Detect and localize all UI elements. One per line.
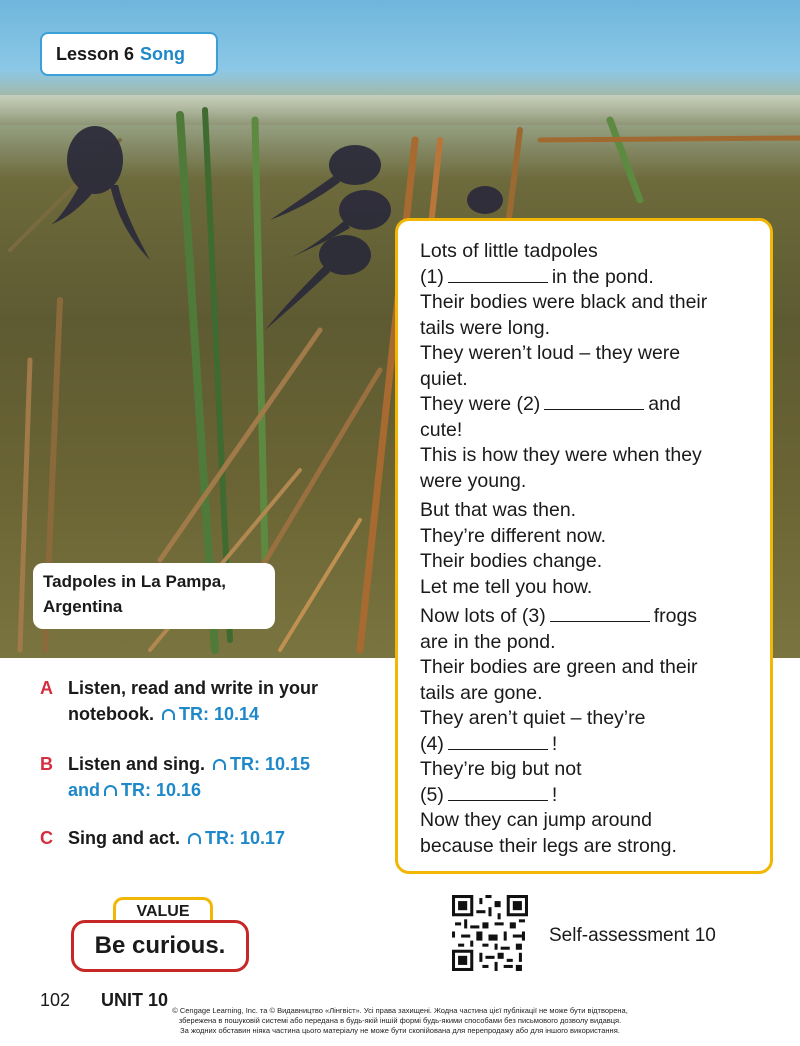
audio-track-link[interactable]: TR: 10.17: [205, 828, 286, 848]
answer-blank: [448, 265, 548, 283]
activity-text: notebook.: [68, 704, 154, 724]
blank-number: (5): [420, 783, 444, 806]
blank-number: (1): [420, 265, 444, 288]
headphones-icon: [104, 785, 117, 796]
activity-text: Listen, read and write in your: [68, 678, 319, 698]
lyric-line: were young.: [420, 469, 527, 492]
lyric-line: are in the pond.: [420, 630, 556, 653]
self-assessment-label: Self-assessment 10: [549, 925, 716, 946]
lyric-line: Let me tell you how.: [420, 575, 593, 598]
value-badge: Be curious.: [71, 920, 249, 972]
lyric-line: This is how they were when they: [420, 444, 702, 466]
lyric-text: frogs: [653, 605, 698, 627]
copyright-line: © Cengage Learning, Inc. та © Видавництво «Лінгвіст». Усі права захищені. Жодна частина цієї публікації не може бути відтворена,: [172, 1006, 628, 1015]
copyright-line: збережена в пошуковій системі або передана в будь-якій іншій формі будь-якими способами без письмового дозволу видавця.: [178, 1016, 622, 1025]
lyric-line: They weren’t loud – they were: [420, 342, 681, 364]
lyric-line: tails are gone.: [420, 681, 543, 704]
lyric-text: !: [551, 732, 558, 755]
and-text: and: [68, 780, 101, 800]
headphones-icon: [162, 709, 175, 720]
activity-b: [40, 751, 310, 803]
lyric-line: Their bodies change.: [420, 550, 603, 572]
caption-line-2: Argentina: [43, 597, 123, 616]
lyric-line: tails were long.: [420, 316, 551, 339]
headphones-icon: [188, 833, 201, 844]
lyric-line: because their legs are strong.: [420, 834, 677, 857]
headphones-icon: [213, 759, 226, 770]
answer-blank: [448, 732, 548, 750]
activity-a: [40, 675, 318, 727]
activity-letter: A: [40, 678, 53, 698]
lyric-text: They were (2): [420, 393, 541, 415]
lyric-line: [420, 265, 770, 291]
lyric-line: Now they can jump around: [420, 809, 652, 831]
lyric-line: They aren’t quiet – they’re: [420, 707, 646, 729]
lyric-line: [420, 783, 770, 809]
photo-caption: [33, 563, 275, 629]
answer-blank: [550, 604, 650, 622]
lesson-type: Song: [140, 44, 186, 64]
lyric-text: in the pond.: [551, 265, 654, 288]
lyric-text: Now lots of (3): [420, 605, 546, 627]
lyric-line: [420, 732, 770, 758]
qr-code-icon[interactable]: [452, 895, 528, 971]
lyric-line: quiet.: [420, 367, 468, 390]
song-lyrics-box: [395, 218, 773, 874]
activity-text: Sing and act.: [68, 828, 181, 848]
activity-letter: C: [40, 828, 53, 848]
lesson-header: [40, 32, 218, 76]
lyric-line: Their bodies were black and their: [420, 291, 708, 313]
lyric-line: [420, 604, 770, 630]
lyric-line: They’re different now.: [420, 524, 607, 547]
answer-blank: [448, 783, 548, 801]
page-number: 102: [40, 990, 71, 1010]
copyright-notice: [130, 1006, 670, 1036]
lesson-number: Lesson 6: [56, 44, 135, 64]
lyric-line: But that was then.: [420, 499, 577, 521]
activity-text: Listen and sing.: [68, 754, 206, 774]
lyric-text: !: [551, 783, 558, 806]
lyric-line: cute!: [420, 418, 463, 441]
unit-label: UNIT 10: [101, 990, 169, 1010]
lyric-line: Their bodies are green and their: [420, 656, 698, 678]
activity-letter: B: [40, 754, 53, 774]
audio-track-link[interactable]: TR: 10.16: [121, 780, 202, 800]
lyric-line: [420, 392, 770, 418]
caption-line-1: Tadpoles in La Pampa,: [43, 572, 226, 591]
audio-track-link[interactable]: TR: 10.14: [179, 704, 260, 724]
lyric-line: They’re big but not: [420, 758, 582, 780]
answer-blank: [544, 392, 644, 410]
copyright-line: За жодних обставин ніяка частина цього матеріалу не може бути скопійована для перепродажу або для іншого використання.: [180, 1026, 620, 1035]
audio-track-link[interactable]: TR: 10.15: [230, 754, 311, 774]
lyric-line: Lots of little tadpoles: [420, 240, 598, 262]
activity-c: [40, 825, 285, 851]
value-tab: VALUE: [113, 897, 213, 923]
lyric-text: and: [648, 393, 681, 415]
blank-number: (4): [420, 732, 444, 755]
